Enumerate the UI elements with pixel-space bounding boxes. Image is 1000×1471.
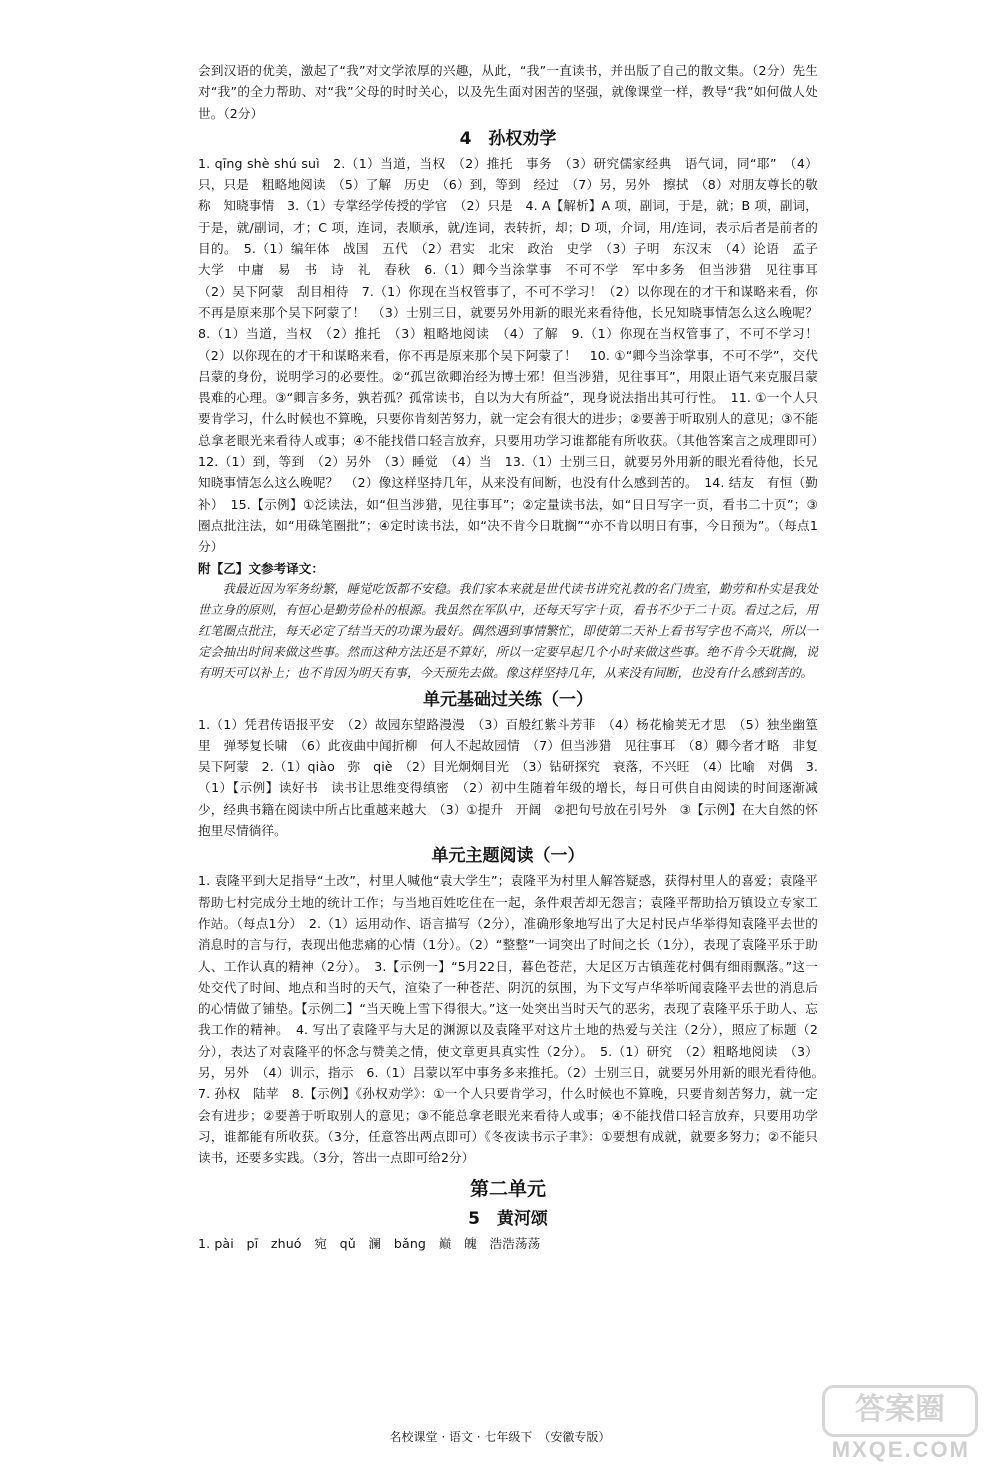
answer-page [198,60,831,1255]
translation-paragraph: 我最近因为军务纷繁，睡觉吃饭都不安稳。我们家本来就是世代读书讲究礼教的名门贵室，勤劳和朴实是我处世立身的原则，有恒心是勤劳俭朴的根源。我虽然在军队中，还每天写字十页，看书不少于二十页。看过之后，用红笔圈点批注，每天必定了结当天的功课为最好。偶然遇到事情繁忙，即使第二天补上看书写字也不高兴，所以一定会抽出时间来做这些事。然而这种方法还是不算好，所以一定要早起几个小时来做这些事。绝不肯今天耽搁，说有明天可以补上；也不肯因为明天有事，今天预先去做。像这样坚持几年，从来没有间断，也没有什么感到苦的。 [198,581,818,681]
watermark-url: MXQE.COM [831,1437,970,1462]
lesson-5-title: 5 黄河颂 [468,1209,548,1230]
watermark-logo: 答案圈 [822,1385,978,1437]
site-watermark [818,1385,978,1463]
lesson-5-answers: 1. pài pī zhuó 宛 qǔ 澜 bǎng 巅 魄 浩浩荡荡 [198,1236,541,1252]
page-footer: 名校课堂 · 语文 · 七年级下 （安徽专版） [389,1430,611,1444]
unit-reading-answers: 1. 袁隆平到大足指导“土改”，村里人喊他“袁大学生”；袁隆平为村里人解答疑惑，获得村里人的喜爱；袁隆平帮助七村完成分土地的统计工作；与当地百姓吃住在一起，条件艰苦却无怨言；袁隆平帮助拾万镇设立专家工作站。（每点1分） 2.（1）运用动作、语言描写（2分），准确形象地写出了大足村民卢华举得知袁隆平去世的消息时的言与行，表现出他悲痛的心情（1分）。（2）“整整”一词突出了时间之长（1分），表现了袁隆平乐于助人、工作认真的精神（2分）。 3.【示例一】“5月22日，暮色苍茫，大足区万古镇莲花村偶有细雨飘落。”这一处交代了时间、地点和当时的天气，渲染了一种苍茫、阴沉的氛围，为下文写卢华举听闻袁隆平去世的消息后的心情做了铺垫。【示例二】“当天晚上雪下得很大。”这一处突出当时天气的恶劣，表现了袁隆平乐于助人、忘我工作的精神。 4. 写出了袁隆平与大足的渊源以及袁隆平对这片土地的热爱与关注（2分），照应了标题（2分），表达了对袁隆平的怀念与赞美之情，使文章更具真实性（2分）。 5.（1）研究 （2）粗略地阅读 （3）另，另外 （4）训示，指示 6.（1）吕蒙以军中事务多来推托。（2）士别三日，就要另外用新的眼光看待他。 7. 孙权 陆苹 8.【示例】《孙权劝学》：①一个人只要肯学习，什么时候也不算晚，只要肯刻苦努力，就一定会有进步；②要善于听取别人的意见；③不能总拿老眼光来看待人或事；④不能找借口轻言放弃，只要用功学习，谁都能有所收获。（3分，任意答出两点即可）《冬夜读书示子聿》：①要想有成就，就要多努力；②不能只读书，还要多实践。（3分，答出一点即可给2分） [198,873,831,1166]
unit-basic-title: 单元基础过关练（一） [423,689,593,710]
unit-basic-answers: 1.（1）凭君传语报平安 （2）故园东望路漫漫 （3）百般红紫斗芳菲 （4）杨花榆荚无才思 （5）独坐幽篁里 弹琴复长啸 （6）此夜曲中闻折柳 何人不起故园情 （7）但当涉猎 见往事耳 （8）卿今者才略 非复吴下阿蒙 2.（1）qiào 弥 qiè （2）目光炯炯目光 （3）钻研探究 衰落，不兴旺 （4）比喻 对偶 3.（1）【示例】读好书 读书让思维变得缜密 （2）初中生随着年级的增长，每日可供自由阅读的时间逐渐减少，经典书籍在阅读中所占比重越来越大 （3）①提升 开阔 ②把句号放在引号外 ③【示例】在大自然的怀抱里尽情徜徉。 [198,716,818,839]
lesson-4-title: 4 孙权劝学 [459,128,557,149]
lesson-4-answers: 1. qīng shè shú suì 2.（1）当道，当权 （2）推托 事务 （3）研究儒家经典 语气词，同“耶” （4）只，只是 粗略地阅读 （5）了解 历史 （6）到，等到 经过 （7）另，另外 擦拭 （8）对朋友尊长的敬称 知晓事情 3.（1）专掌经学传授的学官 （2）只是 4. A【解析】A 项，副词，于是，就；B 项，副词，于是，就/副词，才；C 项，连词，表顺承，就/连词，表转折，却；D 项，介词，用/连词，表示后者是前者的目的。 5.（1）编年体 战国 五代 （2）君实 北宋 政治 史学 （3）子明 东汉末 （4）论语 孟子 大学 中庸 易 书 诗 礼 春秋 6.（1）卿今当涂掌事 不可不学 军中多务 但当涉猎 见往事耳 （2）吴下阿蒙 刮目相待 7.（1）你现在当权管事了，不可不学习！（2）以你现在的才干和谋略来看，你不再是原来那个吴下阿蒙了！ （3）士别三日，就要另外用新的眼光来看待他，长兄知晓事情怎么这么晚呢？ 8.（1）当道，当权 （2）推托 （3）粗略地阅读 （4）了解 9.（1）你现在当权管事了，不可不学习！ （2）以你现在的才干和谋略来看，你不再是原来那个吴下阿蒙了！ 10. ①“卿今当涂掌事，不可不学”，交代吕蒙的身份，说明学习的必要性。②“孤岂欲卿治经为博士邪！但当涉猎，见往事耳”，用限止语气来克服吕蒙畏难的心理。③“卿言多务，孰若孤？孤常读书，自以为大有所益”，现身说法指出其可行性。 11. ①一个人只要肯学习，什么时候也不算晚，只要你肯刻苦努力，就一定会有很大的进步；②要善于听取别人的意见；③不能总拿老眼光来看待人或事；④不能找借口轻言放弃，只要用功学习谁都能有所收获。（其他答案言之成理即可） 12.（1）到，等到 （2）另外 （3）睡觉 （4）当 13.（1）士别三日，就要另外用新的眼光看待他，长兄知晓事情怎么这么晚呢？ （2）像这样坚持几年，从来没有间断，也没有什么感到苦的。 14. 结友 有恒（勤补） 15.【示例】①泛读法，如“但当涉猎，见往事耳”；②定量读书法，如“日日写字一页，看书二十页”；③圈点批注法，如“用硃笔圈批”；④定时读书法，如“决不肯今日耽搁”“亦不肯以明日有事，今日预为”。（每点1分） [198,155,831,555]
unit-2-title: 第二单元 [469,1178,546,1201]
appendix-title: 附【乙】文参考译文： [198,560,324,576]
unit-reading-title: 单元主题阅读（一） [431,846,585,867]
intro-paragraph: 会到汉语的优美，激起了“我”对文学浓厚的兴趣，从此，“我”一直读书，并出版了自己的散文集。（2分）先生对“我”的全力帮助、对“我”父母的时时关心，以及先生面对困苦的坚强，就像课堂一样，教导“我”如何做人处世。（2分） [198,63,818,121]
